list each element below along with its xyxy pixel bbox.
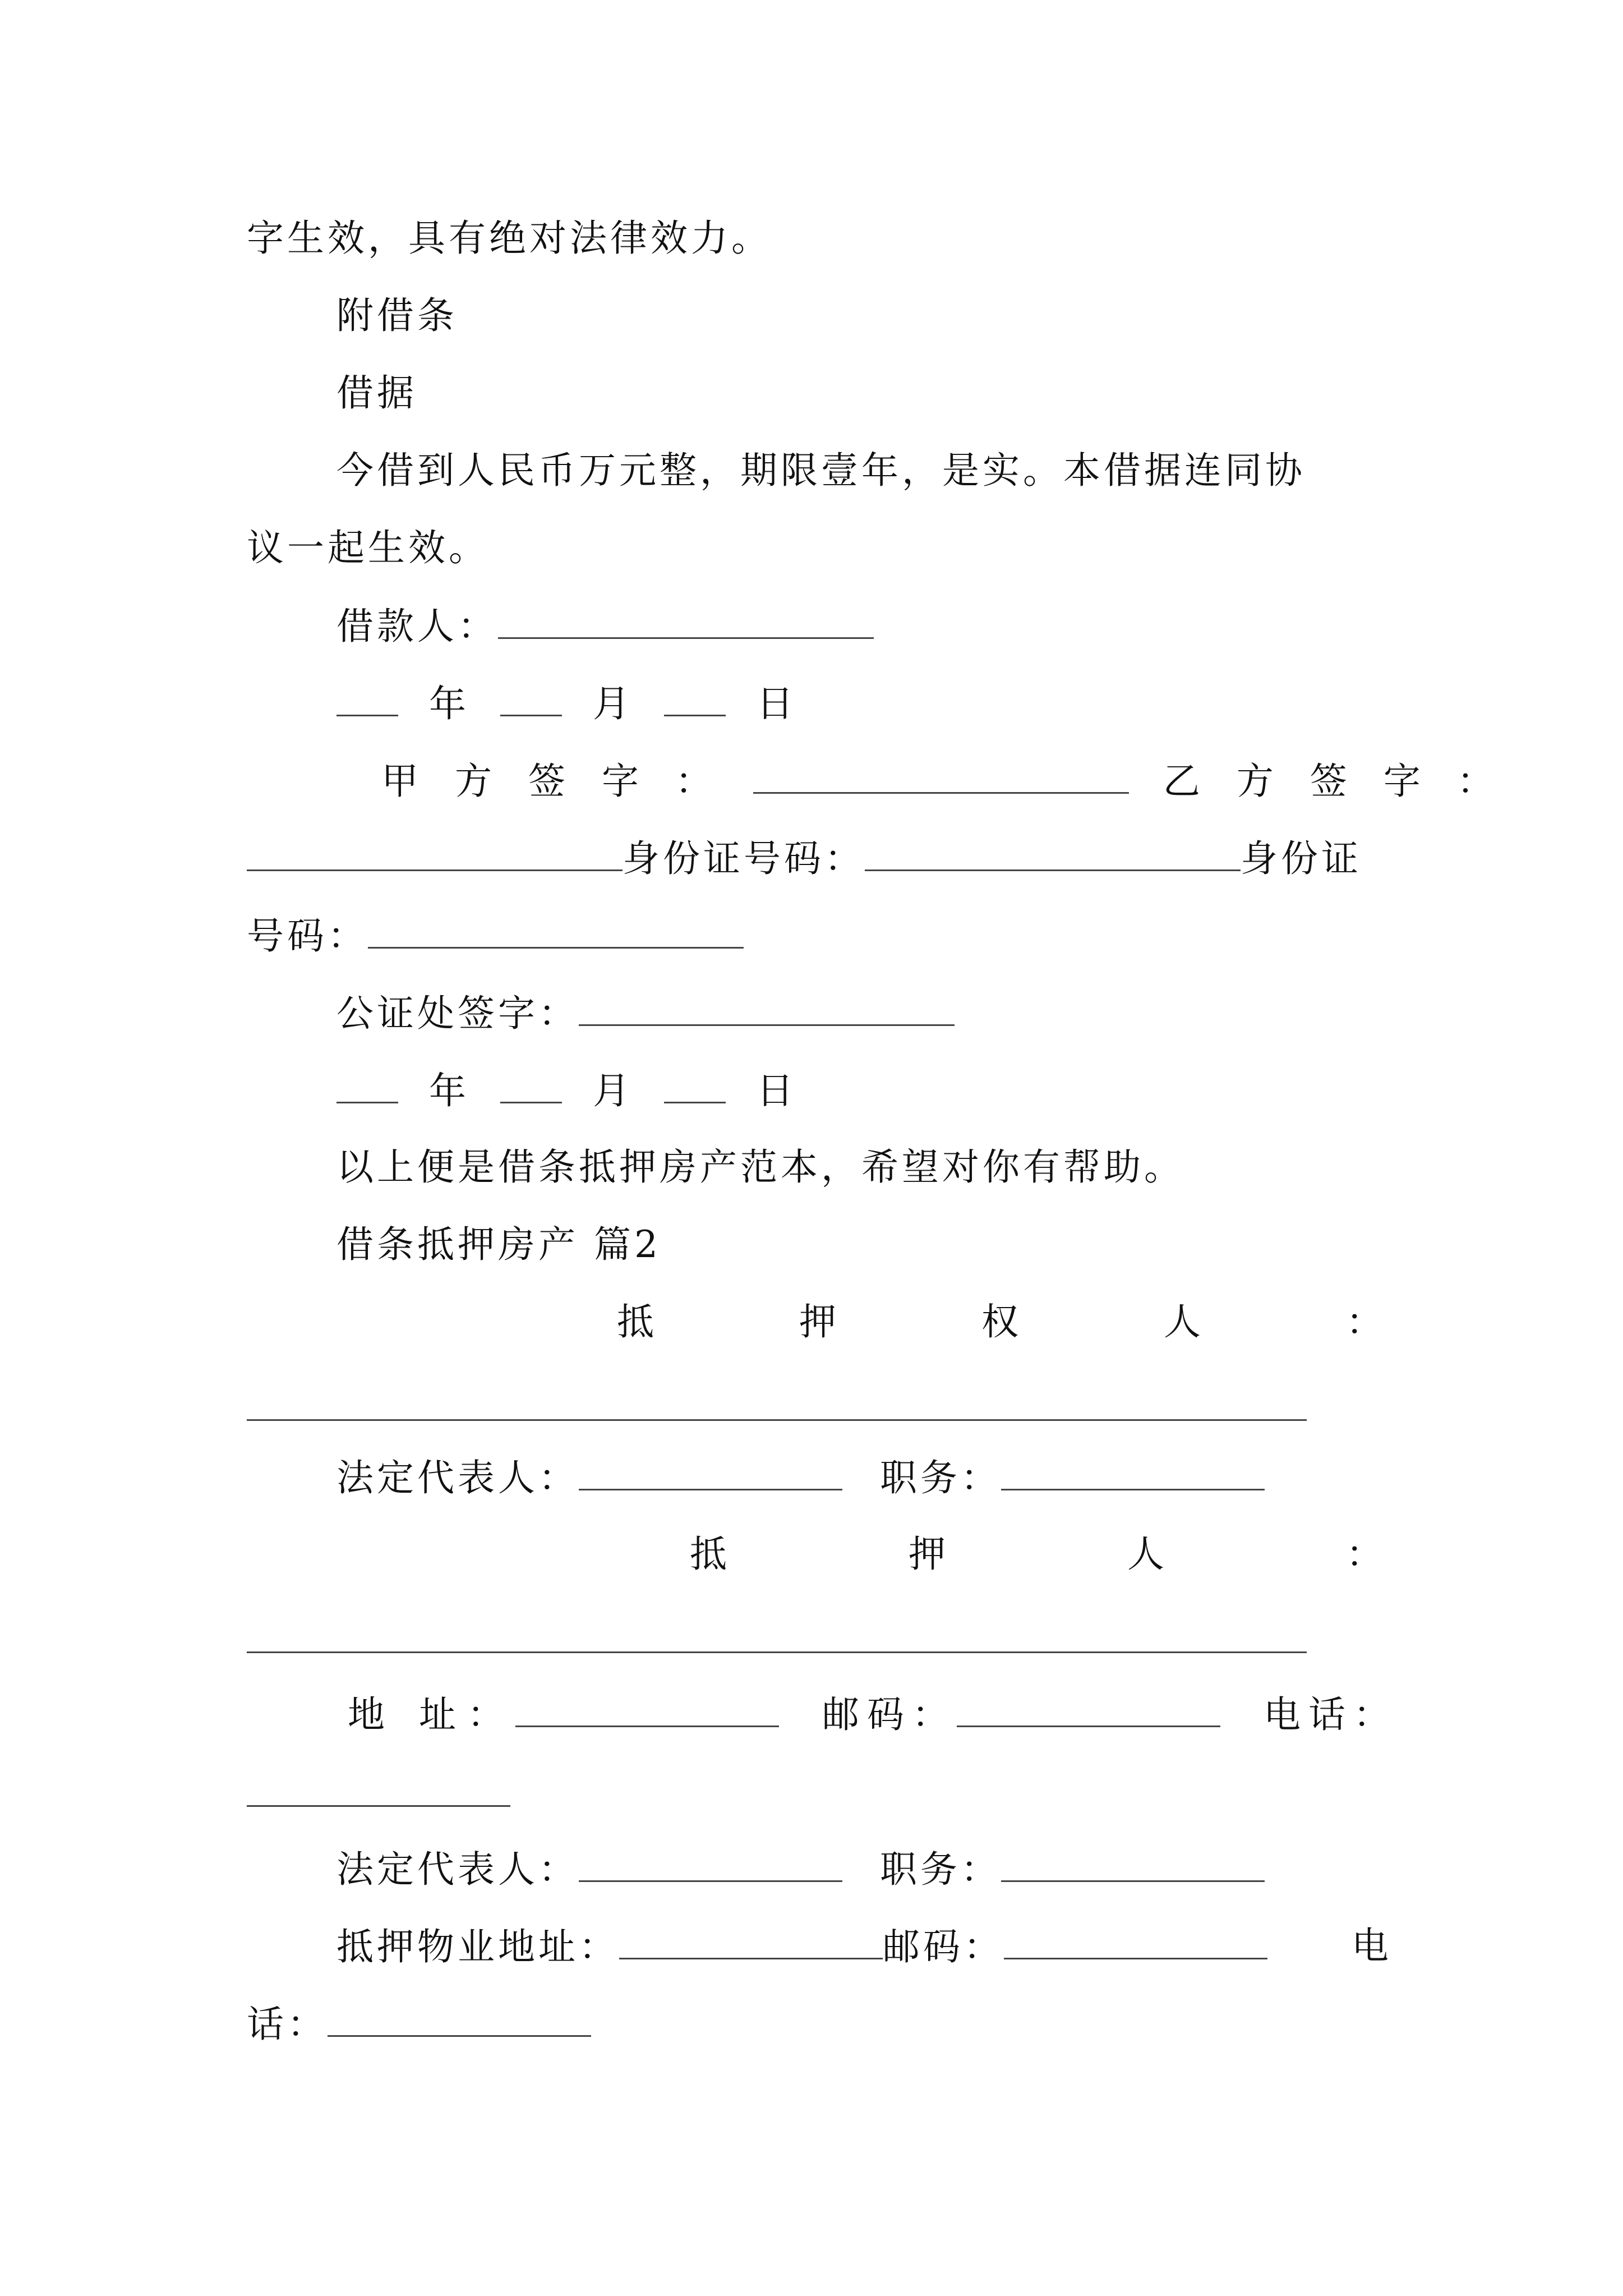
postcode-blank[interactable] [957, 1688, 1220, 1727]
sign-row [381, 755, 1506, 807]
property-postcode-blank[interactable] [1004, 1921, 1267, 1959]
year-label: 年 [428, 682, 469, 725]
section-heading: 借条抵押房产 篇2 [336, 1223, 661, 1266]
address-blank[interactable] [515, 1688, 779, 1727]
month-blank[interactable] [500, 678, 562, 716]
sign-a-blank[interactable] [753, 755, 1129, 794]
property-phone-row [247, 1998, 591, 2050]
id-b-blank[interactable] [368, 910, 744, 949]
mortgagee-char: 权 [981, 1300, 1018, 1343]
mortgagee-char: 押 [799, 1300, 836, 1343]
postcode-label: 邮码： [822, 1693, 957, 1736]
phone-label: 电话： [1263, 1693, 1398, 1736]
mortgagee-blank[interactable] [247, 1419, 1307, 1421]
id-b-label: 身份证 [1241, 837, 1362, 880]
id-a-label: 身份证号码： [623, 837, 865, 880]
property-address-blank[interactable] [619, 1921, 883, 1959]
date-row-2 [336, 1065, 813, 1116]
year-blank[interactable] [336, 678, 398, 716]
property-postcode-label: 邮码： [883, 1925, 1004, 1968]
mortgagee-char: 抵 [617, 1300, 654, 1343]
position-blank[interactable] [1001, 1843, 1265, 1882]
year-label: 年 [428, 1069, 469, 1112]
mortgagee-char: ： [1346, 1300, 1383, 1343]
date-row [336, 678, 813, 729]
text-line: 字生效，具有绝对法律效力。 [247, 217, 772, 260]
legal-rep-label: 法定代表人： [336, 1456, 579, 1499]
mortgagor-char: 押 [909, 1533, 946, 1576]
sign-a-label: 甲 方 签 字 ： [381, 760, 725, 803]
legal-rep-row [336, 1452, 1265, 1503]
position-label: 职务： [879, 1456, 1001, 1499]
notary-row [336, 987, 955, 1039]
legal-rep-row-2 [336, 1843, 1265, 1895]
borrower-row [336, 600, 874, 652]
id-a-blank[interactable] [865, 832, 1241, 871]
borrower-blank[interactable] [498, 600, 874, 639]
phone-blank[interactable] [247, 1805, 510, 1807]
mortgagor-char: ： [1346, 1533, 1383, 1576]
mortgagee-char: 人 [1164, 1300, 1201, 1343]
property-phone-label-a: 电 [1352, 1924, 1389, 1967]
notary-blank[interactable] [579, 987, 955, 1026]
legal-rep-blank[interactable] [579, 1843, 842, 1882]
month-label: 月 [592, 682, 633, 725]
month-blank[interactable] [500, 1065, 562, 1103]
property-row [336, 1921, 1267, 1972]
address-row [348, 1688, 1398, 1740]
id-row [247, 832, 1362, 884]
month-label: 月 [592, 1069, 633, 1112]
legal-rep-label: 法定代表人： [336, 1848, 579, 1891]
id-b-label-2: 号码： [247, 914, 368, 958]
id-b-row [247, 910, 744, 961]
property-phone-label-b: 话： [247, 2003, 328, 2046]
mortgagor-char: 抵 [690, 1533, 727, 1576]
closing-line: 以上便是借条抵押房产范本，希望对你有帮助。 [336, 1145, 1184, 1189]
position-label: 职务： [879, 1848, 1001, 1891]
day-label: 日 [756, 1069, 797, 1112]
text-line: 议一起生效。 [247, 526, 489, 569]
address-label: 地 址： [348, 1693, 515, 1736]
borrower-label: 借款人： [336, 605, 498, 648]
text-line: 附借条 [336, 294, 458, 337]
sign-b-blank[interactable] [247, 832, 623, 871]
sign-b-label: 乙 方 签 字 ： [1163, 760, 1506, 803]
mortgagor-blank[interactable] [247, 1651, 1307, 1653]
text-line: 借据 [336, 371, 417, 415]
year-blank[interactable] [336, 1065, 398, 1103]
text-line: 今借到人民币万元整，期限壹年，是实。本借据连同协 [336, 449, 1306, 492]
legal-rep-blank[interactable] [579, 1452, 842, 1490]
day-label: 日 [756, 682, 797, 725]
property-address-label: 抵押物业地址： [336, 1925, 619, 1968]
notary-label: 公证处签字： [336, 992, 579, 1035]
day-blank[interactable] [664, 1065, 726, 1103]
day-blank[interactable] [664, 678, 726, 716]
position-blank[interactable] [1001, 1452, 1265, 1490]
mortgagor-char: 人 [1127, 1533, 1164, 1576]
property-phone-blank[interactable] [328, 1998, 591, 2037]
